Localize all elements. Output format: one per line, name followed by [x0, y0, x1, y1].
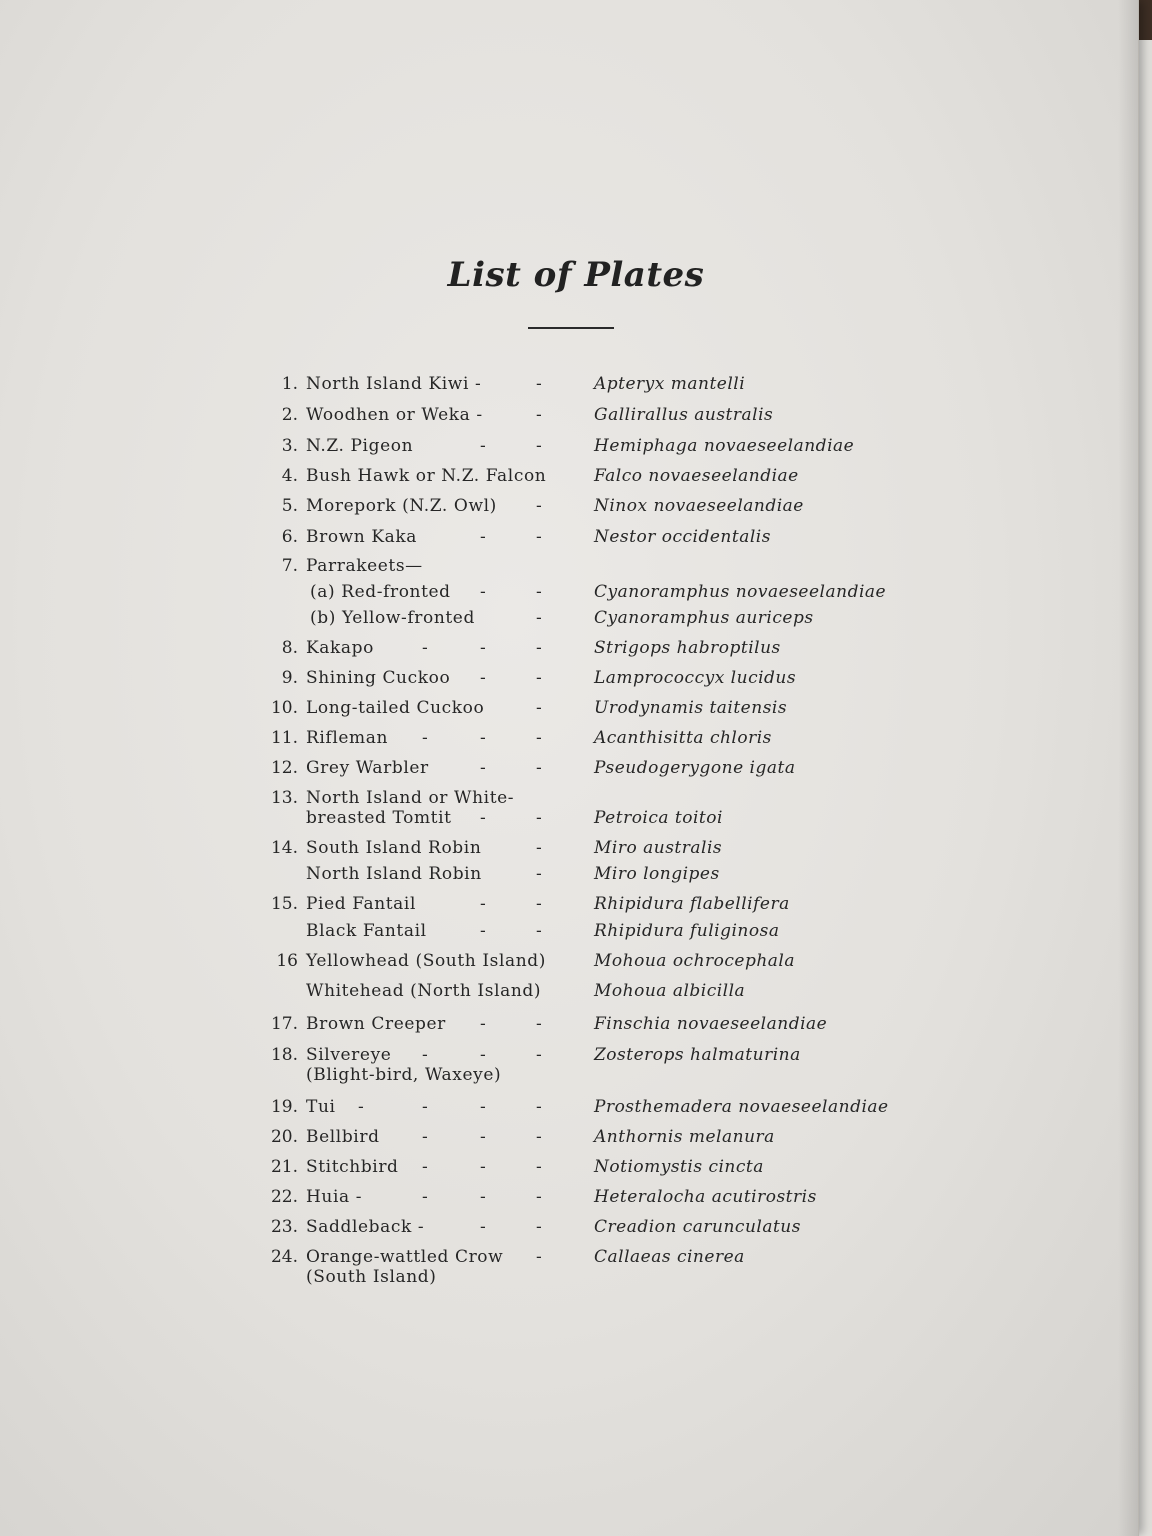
plate-common-name: Orange-wattled Crow — [306, 1247, 504, 1267]
plate-common-name: Woodhen or Weka - — [306, 405, 483, 425]
plate-number: 22. — [270, 1187, 298, 1207]
plate-number: 6. — [281, 527, 298, 547]
leader-dash: - — [536, 638, 542, 658]
plate-entry — [0, 1155, 1100, 1179]
plate-common-name: Yellowhead (South Island) — [306, 951, 547, 971]
plate-species-name: Finschia novaeseelandiae — [594, 1014, 828, 1034]
leader-dash: - — [480, 1014, 486, 1034]
plate-species-name: Callaeas cinerea — [594, 1247, 745, 1267]
plate-entry — [0, 525, 1100, 549]
plate-common-name: Saddleback - — [306, 1217, 425, 1237]
plate-number: 24. — [270, 1247, 298, 1267]
plate-common-name: Bush Hawk or N.Z. Falcon — [306, 466, 547, 486]
plate-entry — [0, 892, 1100, 916]
plate-number: 17. — [270, 1014, 298, 1034]
leader-dash: - — [536, 1157, 542, 1177]
leader-dash: - — [536, 527, 542, 547]
plate-common-name: Stitchbird — [306, 1157, 399, 1177]
leader-dash: - — [422, 638, 428, 658]
leader-dash: - — [536, 582, 542, 602]
plate-number: 13. — [270, 788, 298, 808]
plate-common-name: (Blight-bird, Waxeye) — [306, 1065, 502, 1085]
plate-entry — [0, 1215, 1100, 1239]
plate-number: 16 — [276, 951, 298, 971]
plate-entry — [0, 919, 1100, 943]
leader-dash: - — [480, 1127, 486, 1147]
plate-species-name: Miro australis — [594, 838, 723, 858]
plate-entry — [0, 1095, 1100, 1119]
plate-species-name: Falco novaeseelandiae — [594, 466, 799, 486]
leader-dash: - — [536, 1014, 542, 1034]
plate-common-name: (a) Red-fronted — [310, 582, 451, 602]
leader-dash: - — [536, 608, 542, 628]
leader-dash: - — [422, 1045, 428, 1065]
leader-dash: - — [480, 527, 486, 547]
plate-number: 18. — [270, 1045, 298, 1065]
plate-species-name: Hemiphaga novaeseelandiae — [594, 436, 855, 456]
plate-common-name: North Island Kiwi - — [306, 374, 482, 394]
plate-number: 9. — [281, 668, 298, 688]
leader-dash: - — [422, 1187, 428, 1207]
plate-common-name: North Island Robin — [306, 864, 482, 884]
leader-dash: - — [536, 808, 542, 828]
plate-entry — [0, 1012, 1100, 1036]
plate-entry — [0, 403, 1100, 427]
plate-entry — [0, 372, 1100, 396]
leader-dash: - — [358, 1097, 364, 1117]
plate-entry — [0, 696, 1100, 720]
plate-common-name: Huia - — [306, 1187, 363, 1207]
plate-entry — [0, 636, 1100, 660]
plate-common-name: Parrakeets— — [306, 556, 423, 576]
leader-dash: - — [480, 1157, 486, 1177]
plate-number: 7. — [281, 556, 298, 576]
plate-common-name: Silvereye — [306, 1045, 392, 1065]
plate-entry — [0, 464, 1100, 488]
plate-number: 12. — [270, 758, 298, 778]
plate-entry — [0, 554, 1100, 578]
leader-dash: - — [480, 1217, 486, 1237]
leader-dash: - — [536, 864, 542, 884]
plate-entry — [0, 949, 1100, 973]
plate-common-name: Morepork (N.Z. Owl) — [306, 496, 497, 516]
leader-dash: - — [480, 436, 486, 456]
leader-dash: - — [536, 1045, 542, 1065]
leader-dash: - — [422, 1127, 428, 1147]
plate-entry — [0, 1063, 1100, 1087]
plate-species-name: Cyanoramphus novaeseelandiae — [594, 582, 887, 602]
plate-species-name: Rhipidura flabellifera — [594, 894, 790, 914]
plate-number: 2. — [281, 405, 298, 425]
leader-dash: - — [480, 921, 486, 941]
plate-common-name: Tui — [306, 1097, 336, 1117]
plate-entry — [0, 1125, 1100, 1149]
leader-dash: - — [536, 894, 542, 914]
leader-dash: - — [536, 838, 542, 858]
plate-common-name: (b) Yellow-fronted — [310, 608, 475, 628]
plate-entry — [0, 666, 1100, 690]
plate-entry — [0, 862, 1100, 886]
plate-species-name: Strigops habroptilus — [594, 638, 781, 658]
plate-species-name: Lamprococcyx lucidus — [594, 668, 797, 688]
leader-dash: - — [480, 1097, 486, 1117]
plate-number: 3. — [281, 436, 298, 456]
leader-dash: - — [422, 1157, 428, 1177]
leader-dash: - — [536, 1247, 542, 1267]
leader-dash: - — [480, 1045, 486, 1065]
plate-common-name: Long-tailed Cuckoo — [306, 698, 485, 718]
plate-number: 8. — [281, 638, 298, 658]
plate-species-name: Gallirallus australis — [594, 405, 774, 425]
plate-common-name: N.Z. Pigeon — [306, 436, 414, 456]
leader-dash: - — [536, 1217, 542, 1237]
leader-dash: - — [480, 728, 486, 748]
leader-dash: - — [536, 496, 542, 516]
plate-number: 20. — [270, 1127, 298, 1147]
plate-entry — [0, 726, 1100, 750]
plate-species-name: Petroica toitoi — [594, 808, 723, 828]
plate-species-name: Cyanoramphus auriceps — [594, 608, 814, 628]
plate-species-name: Nestor occidentalis — [594, 527, 771, 547]
plate-entry — [0, 1185, 1100, 1209]
plate-species-name: Urodynamis taitensis — [594, 698, 788, 718]
plate-number: 11. — [270, 728, 298, 748]
leader-dash: - — [480, 1187, 486, 1207]
plate-common-name: Bellbird — [306, 1127, 380, 1147]
plate-entry — [0, 806, 1100, 830]
plate-species-name: Anthornis melanura — [594, 1127, 775, 1147]
plate-number: 4. — [281, 466, 298, 486]
plate-entry — [0, 836, 1100, 860]
plate-entry — [0, 756, 1100, 780]
plate-common-name: Brown Kaka — [306, 527, 418, 547]
plate-number: 21. — [270, 1157, 298, 1177]
plate-species-name: Notiomystis cincta — [594, 1157, 764, 1177]
leader-dash: - — [536, 698, 542, 718]
plate-common-name: Rifleman — [306, 728, 389, 748]
plate-species-name: Apteryx mantelli — [594, 374, 746, 394]
plate-species-name: Acanthisitta chloris — [594, 728, 772, 748]
plate-common-name: Brown Creeper — [306, 1014, 446, 1034]
plate-common-name: breasted Tomtit — [306, 808, 452, 828]
plate-number: 1. — [281, 374, 298, 394]
leader-dash: - — [480, 758, 486, 778]
plate-species-name: Zosterops halmaturina — [594, 1045, 801, 1065]
leader-dash: - — [536, 405, 542, 425]
plate-species-name: Miro longipes — [594, 864, 720, 884]
leader-dash: - — [536, 1187, 542, 1207]
plate-species-name: Ninox novaeseelandiae — [594, 496, 804, 516]
plate-number: 5. — [281, 496, 298, 516]
page-title: List of Plates — [447, 255, 705, 295]
plate-entry — [0, 434, 1100, 458]
leader-dash: - — [536, 758, 542, 778]
plate-common-name: North Island or White- — [306, 788, 515, 808]
plate-number: 15. — [270, 894, 298, 914]
leader-dash: - — [480, 582, 486, 602]
leader-dash: - — [480, 638, 486, 658]
plate-species-name: Rhipidura fuliginosa — [594, 921, 780, 941]
leader-dash: - — [480, 668, 486, 688]
leader-dash: - — [536, 668, 542, 688]
leader-dash: - — [536, 374, 542, 394]
plate-common-name: Kakapo — [306, 638, 374, 658]
plate-common-name: Shining Cuckoo — [306, 668, 451, 688]
plate-entry — [0, 606, 1100, 630]
plate-entry — [0, 1265, 1100, 1289]
plate-common-name: South Island Robin — [306, 838, 482, 858]
plate-species-name: Prosthemadera novaeseelandiae — [594, 1097, 889, 1117]
plate-species-name: Heteralocha acutirostris — [594, 1187, 817, 1207]
plate-common-name: Pied Fantail — [306, 894, 416, 914]
plate-number: 23. — [270, 1217, 298, 1237]
plate-species-name: Mohoua albicilla — [594, 981, 746, 1001]
plate-number: 19. — [270, 1097, 298, 1117]
plate-number: 10. — [270, 698, 298, 718]
plate-species-name: Pseudogerygone igata — [594, 758, 796, 778]
leader-dash: - — [536, 921, 542, 941]
plate-entry — [0, 979, 1100, 1003]
leader-dash: - — [422, 1097, 428, 1117]
leader-dash: - — [536, 436, 542, 456]
leader-dash: - — [422, 728, 428, 748]
plate-common-name: Whitehead (North Island) — [306, 981, 542, 1001]
plate-common-name: (South Island) — [306, 1267, 437, 1287]
leader-dash: - — [480, 894, 486, 914]
plate-species-name: Mohoua ochrocephala — [594, 951, 795, 971]
plate-entry — [0, 494, 1100, 518]
plate-number: 14. — [270, 838, 298, 858]
leader-dash: - — [536, 1127, 542, 1147]
leader-dash: - — [536, 728, 542, 748]
leader-dash: - — [536, 1097, 542, 1117]
plate-species-name: Creadion carunculatus — [594, 1217, 801, 1237]
plate-common-name: Black Fantail — [306, 921, 427, 941]
plate-entry — [0, 580, 1100, 604]
plate-common-name: Grey Warbler — [306, 758, 429, 778]
leader-dash: - — [480, 808, 486, 828]
